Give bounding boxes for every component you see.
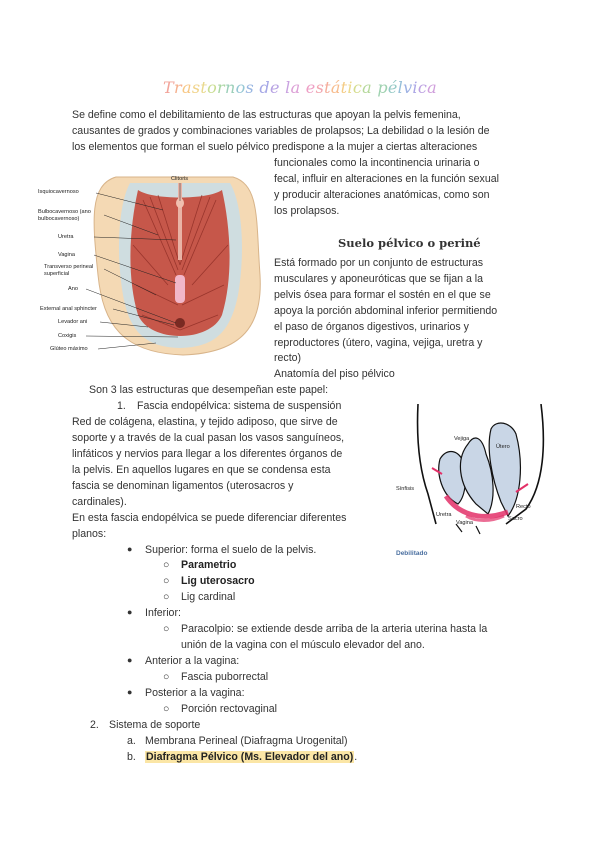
highlighted-diafragma-pelvico: Diafragma Pélvico (Ms. Elevador del ano) [146, 751, 354, 763]
label-uretra: Uretra [58, 234, 74, 240]
perineum-figure [38, 165, 266, 360]
structures-intro: Son 3 las estructuras que desempeñan este papel: [89, 384, 329, 396]
item-fascia-puborrectal: Fascia puborrectal [181, 671, 269, 683]
label-gluteo: Glúteo máximo [50, 346, 88, 352]
title-letter: é [387, 78, 398, 97]
bullet-icon: ● [127, 544, 133, 554]
intro-line-5: fecal, influir en alteraciones en la función sexual [274, 173, 499, 185]
title-letter: s [245, 78, 255, 97]
title-letter: a [362, 78, 372, 97]
item-2-title: Sistema de soporte [109, 719, 201, 731]
label-isquiocavernoso: Isquiocavernoso [38, 189, 79, 195]
page-title [0, 78, 600, 97]
label-clitoris: Clitoris [171, 176, 189, 182]
suelo-line-6: reproductores (útero, vagina, vejiga, uretra y [274, 337, 483, 349]
title-letter: v [403, 78, 413, 97]
item-parametrio: Parametrio [181, 559, 237, 571]
label-sacro: Sacro [508, 516, 523, 522]
item-paracolpio-2: unión de la vagina con el músculo elevador del ano. [181, 639, 425, 651]
sub-a-text: Membrana Perineal (Diafragma Urogenital) [145, 735, 348, 747]
sub-a-letter: a. [127, 735, 136, 747]
label-vagina: Vagina [58, 252, 76, 258]
fascia-line-1: Red de colágena, elastina, y tejido adiposo, que sirve de [72, 416, 338, 428]
title-letter: á [330, 78, 341, 97]
fascia-line-6: cardinales). [72, 496, 127, 508]
title-letter: s [315, 78, 325, 97]
label-vejiga: Vejiga [454, 436, 470, 442]
item-lig-cardinal: Lig cardinal [181, 591, 236, 603]
sub-b-line [145, 749, 357, 765]
sub-b-letter: b. [127, 751, 136, 763]
circle-bullet-icon: ○ [163, 591, 170, 603]
title-letter: a [290, 78, 301, 97]
label-vagina-2: Vagina [456, 520, 474, 526]
title-letter: e [269, 78, 280, 97]
label-external-sphincter: External anal sphincter [40, 306, 97, 312]
title-letter: r [217, 78, 225, 97]
sub-b-period: . [354, 751, 358, 763]
intro-line-1: Se define como el debilitamiento de las estructuras que apoyan la pelvis femenina, [72, 109, 461, 121]
label-utero: Útero [496, 444, 510, 450]
label-bulbocavernoso-2: bulbocavernoso) [38, 216, 80, 222]
suelo-line-4: apoya la porción abdominal inferior permitiendo [274, 305, 498, 317]
intro-line-3: los elementos que forman el suelo pélvico predispone a la mujer a ciertas alteraciones [72, 141, 478, 153]
circle-bullet-icon: ○ [163, 703, 170, 715]
plane-posterior: Posterior a la vagina: [145, 687, 245, 699]
fascia-line-2: soporte y a través de la cual pasan los vasos sanguíneos, [72, 432, 345, 444]
item-1-number: 1. [117, 400, 126, 412]
title-letter: d [259, 78, 270, 97]
title-letter: i [347, 78, 353, 97]
title-letter: t [324, 78, 331, 97]
title-letter: c [352, 78, 363, 97]
circle-bullet-icon: ○ [163, 559, 170, 571]
title-letter: r [174, 78, 182, 97]
plane-superior: Superior: forma el suelo de la pelvis. [145, 544, 317, 556]
label-coxis: Coxigis [58, 333, 77, 339]
title-letter: l [397, 78, 404, 97]
title-letter: s [191, 78, 201, 97]
suelo-line-5: el paso de órganos digestivos, urinarios y [274, 321, 469, 333]
plane-anterior: Anterior a la vagina: [145, 655, 240, 667]
intro-line-2: causantes de grados y combinaciones variables de prolapsos; La debilidad o la lesión de [72, 125, 490, 137]
fascia-line-7: En esta fascia endopélvica se puede diferenciar diferentes [72, 512, 347, 524]
item-2-number: 2. [90, 719, 99, 731]
title-letter: l [285, 78, 291, 97]
intro-line-7: los prolapsos. [274, 205, 340, 217]
fascia-line-4: la pelvis. En aquellos lugares en que se condensa esta [72, 464, 331, 476]
title-letter: e [305, 78, 316, 97]
label-transverso: Transverso perineal [44, 264, 94, 270]
item-paracolpio-1: Paracolpio: se extiende desde arriba de la arteria uterina hasta la [181, 623, 488, 635]
figure-caption-debilitado: Debilitado [396, 550, 428, 557]
plane-inferior: Inferior: [145, 607, 181, 619]
title-letter: o [235, 78, 246, 97]
title-letter: c [417, 78, 428, 97]
circle-bullet-icon: ○ [163, 671, 170, 683]
figure-caption-anatomia: Anatomía del piso pélvico [274, 368, 395, 380]
title-letter: t [200, 78, 208, 97]
label-ano: Ano [68, 286, 78, 292]
intro-line-4: funcionales como la incontinencia urinaria o [274, 157, 480, 169]
item-porcion-rectovaginal: Porción rectovaginal [181, 703, 277, 715]
title-letter: a [181, 78, 192, 97]
bullet-icon: ● [127, 655, 133, 665]
label-elevador: Levador ani [58, 319, 88, 325]
label-bulbocavernoso: Bulbocavernoso (ano [38, 209, 91, 215]
title-letter: t [340, 78, 348, 97]
title-letter: a [427, 78, 437, 97]
label-sinfisis: Sínfisis [396, 486, 415, 492]
intro-line-6: y producir alteraciones anatómicas, como son [274, 189, 490, 201]
circle-bullet-icon: ○ [163, 623, 170, 635]
fascia-line-3: linfáticos y nervios para llegar a los diferentes órganos de [72, 448, 343, 460]
label-transverso-2: superficial [44, 271, 70, 277]
item-1-title: Fascia endopélvica: sistema de suspensión [137, 400, 342, 412]
label-recto: Recto [516, 504, 531, 510]
suelo-line-7: recto) [274, 352, 302, 364]
section-heading-suelo: Suelo pélvico o periné [338, 236, 481, 250]
pelvis-sagittal-figure [396, 404, 546, 562]
item-lig-uterosacro: Lig uterosacro [181, 575, 255, 587]
bullet-icon: ● [127, 607, 133, 617]
suelo-line-2: musculares y aponeuróticas que se fijan a la [274, 273, 484, 285]
fascia-line-8: planos: [72, 528, 107, 540]
suelo-line-1: Está formado por un conjunto de estructuras [274, 257, 484, 269]
label-uretra-2: Uretra [436, 512, 452, 518]
title-letter: p [377, 78, 388, 97]
bullet-icon: ● [127, 687, 133, 697]
suelo-line-3: pelvis ósea para formar el sostén en el que se [274, 289, 491, 301]
title-letter: i [412, 78, 418, 97]
fascia-line-5: fascia se denominan ligamentos (uterosacros y [72, 480, 294, 492]
title-letter: n [224, 78, 236, 97]
title-letter: T [163, 78, 175, 97]
circle-bullet-icon: ○ [163, 575, 170, 587]
title-letter: o [207, 78, 218, 97]
